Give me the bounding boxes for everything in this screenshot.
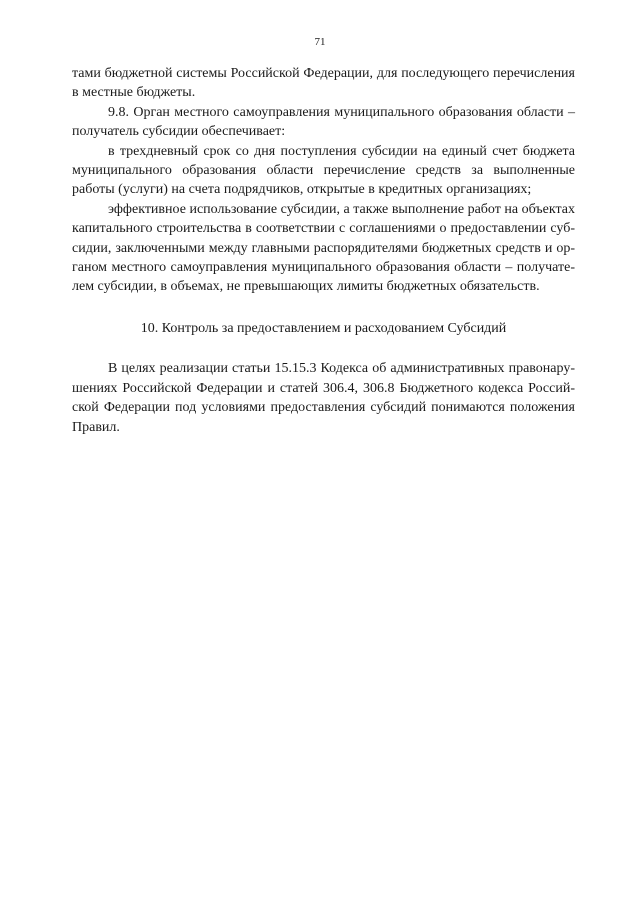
document-body [72, 64, 575, 437]
paragraph-section-10: В целях реализации статьи 15.15.3 Кодекса об административных правонарушениях Российской Федерации и статей 306.4, 306.8 Бюджетного кодекса Российской Федерации под условиями предоставления субсидий понимаются положения Правил. [72, 361, 575, 435]
paragraph-transfer-term: в трехдневный срок со дня поступления субсидии на единый счет бюджета муниципального образования области перечисление средств за выполненные работы (услуги) на счета подрядчиков, открытые в кредитных организациях; [72, 143, 575, 198]
paragraph-effective-use: эффективное использование субсидии, а также выполнение работ на объектах капитального строительства в соответствии с соглашениями о предоставлении субсидии, заключенными между главными распорядителями бюджетных средств и органом местного самоуправления муниципального образования области – получателем субсидии, в объемах, не превышающих лимиты бюджетных обязательств. [72, 201, 575, 295]
paragraph-continuation: тами бюджетной системы Российской Федерации, для последующего перечисления в местные бюджеты. [72, 66, 575, 101]
page-number: 71 [314, 36, 326, 48]
section-title: 10. Контроль за предоставлением и расходованием Субсидий [140, 320, 507, 336]
paragraph-clause-9-8: 9.8. Орган местного самоуправления муниципального образования области – получатель субсидии обеспечивает: [72, 104, 575, 140]
